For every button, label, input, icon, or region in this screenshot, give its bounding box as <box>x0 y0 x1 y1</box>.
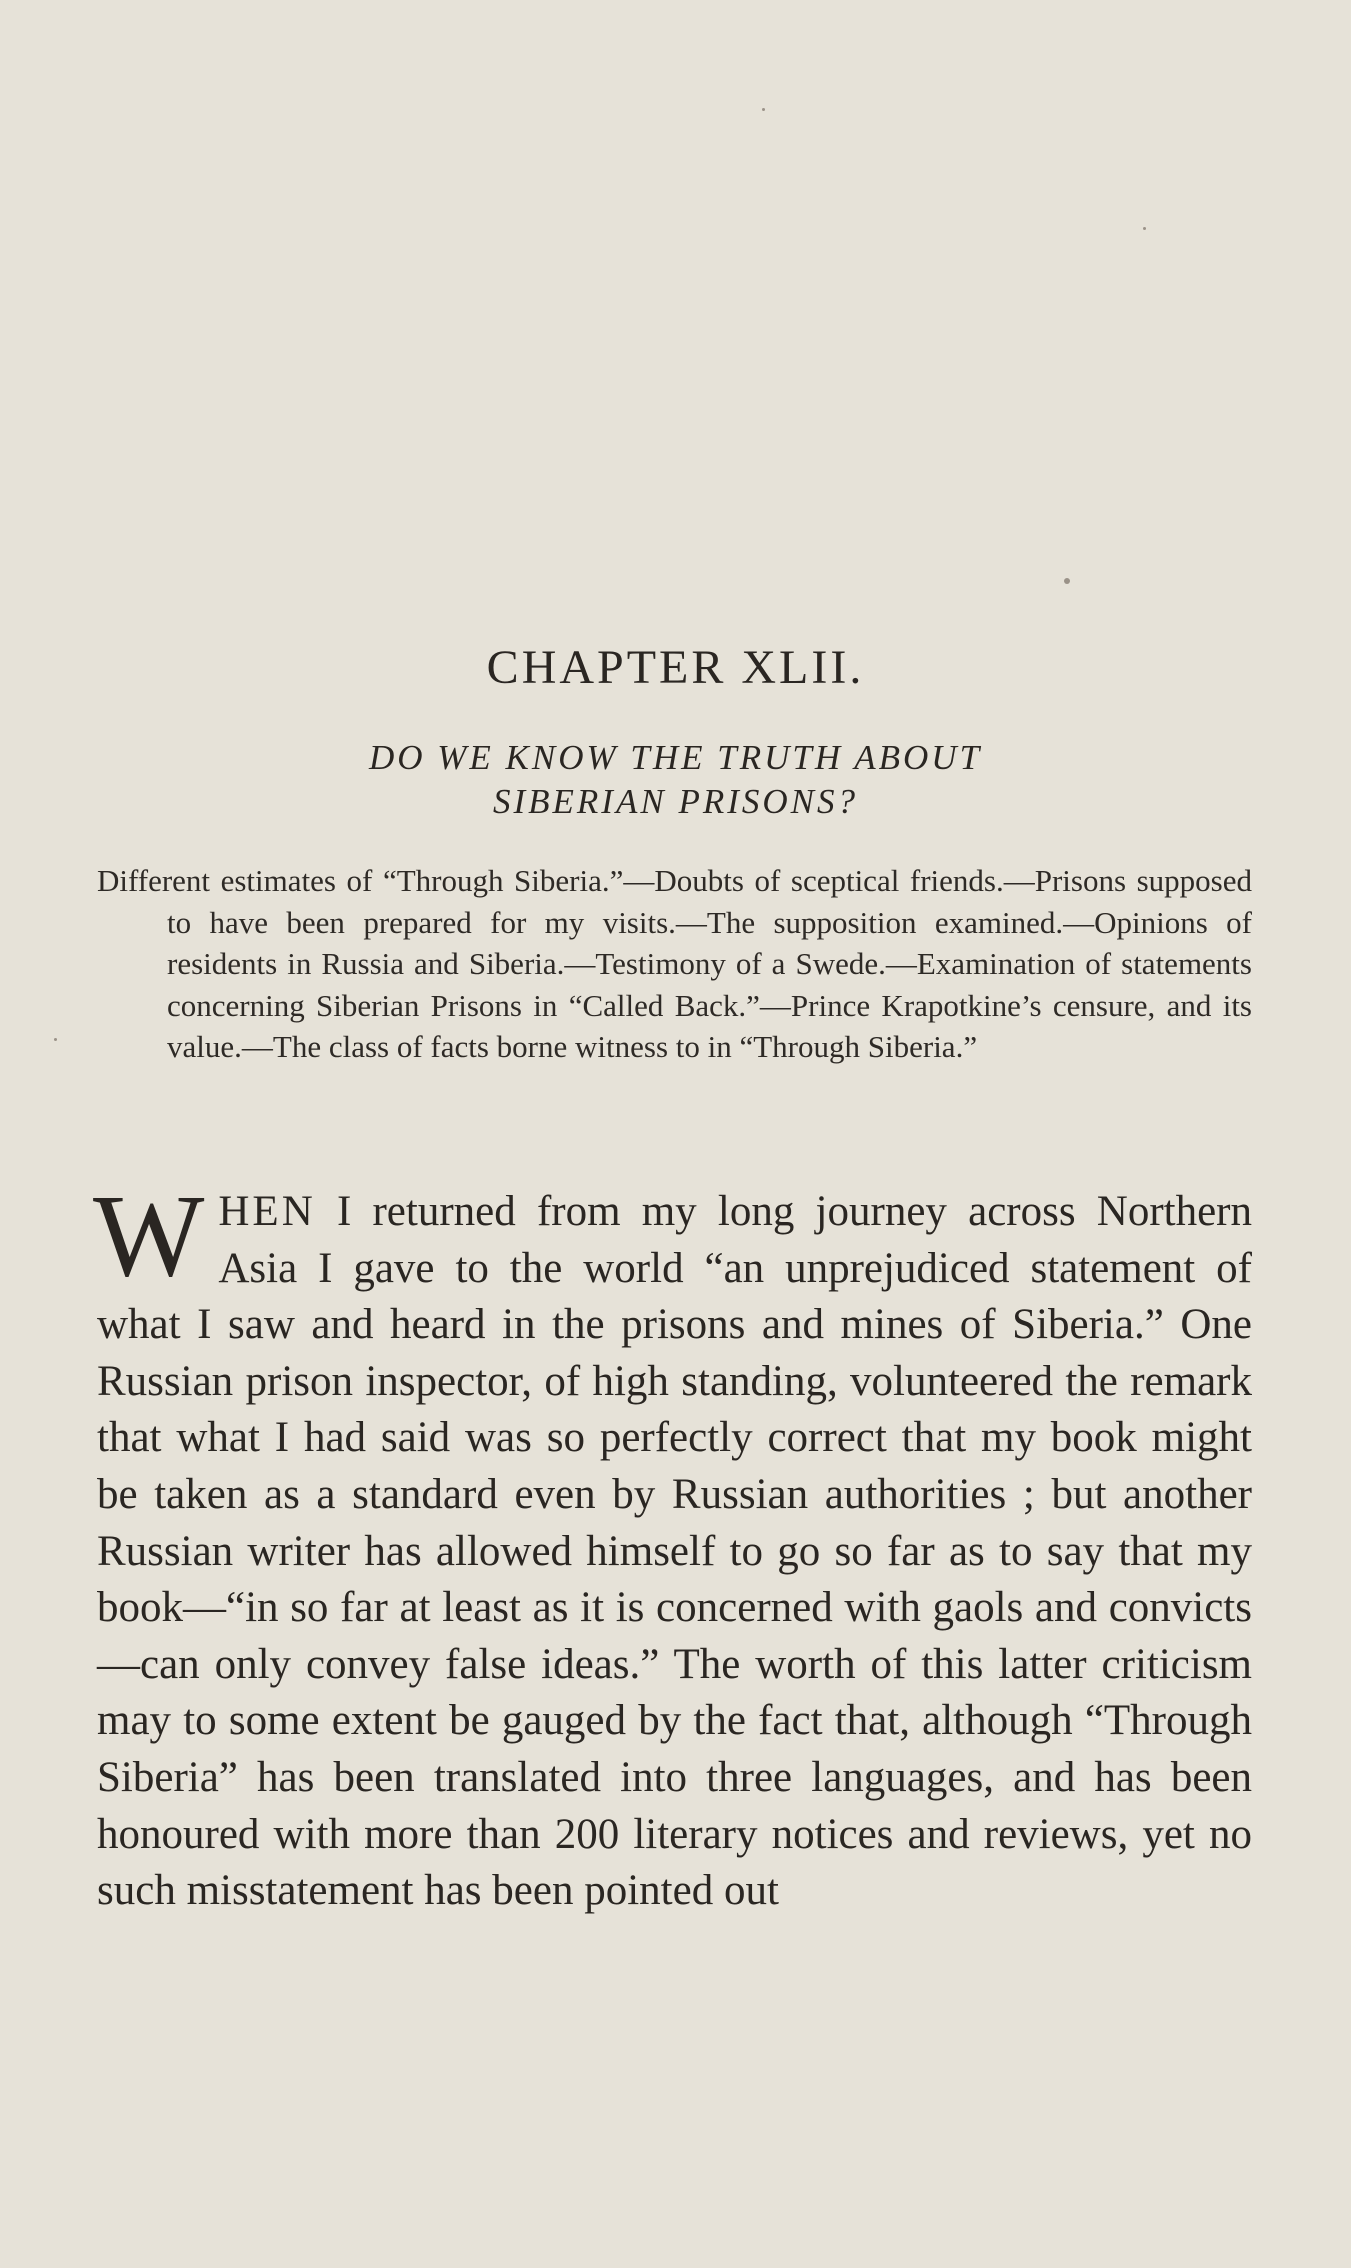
body-paragraph-text: I returned from my long journey across Northern Asia I gave to the world “an unprejudiced statement of what I saw and heard in the prisons and mines of Siberia.” One Russian prison inspector, of high standing, volunteered the remark that what I had said was so perfectly correct that my book might be taken as a standard even by Russian authorities ; but another Russian writer has allowed himself to go so far as to say that my book—“in so far at least as it is concerned with gaols and convicts—can only convey false ideas.” The worth of this latter criticism may to some extent be gauged by the fact that, although “Through Siberia” has been translated into three languages, and has been honoured with more than 200 literary notices and reviews, yet no such misstatement has been pointed out <box>97 1188 1252 1915</box>
paper-speck <box>1064 578 1070 584</box>
synopsis-text: Different estimates of “Through Siberia.”—Doubts of sceptical friends.—Prisons supposed to have been prepared for my visits.—The supposition examined.—Opinions of residents in Russia and Siberia.—Testimony of a Swede.—Examination of statements concerning Siberian Prisons in “Called Back.”—Prince Krapotkine’s censure, and its value.—The class of facts borne witness to in “Through Siberia.” <box>97 863 1252 1064</box>
chapter-synopsis <box>97 860 1252 1068</box>
body-paragraph <box>93 1170 1252 1920</box>
chapter-heading: CHAPTER XLII. <box>486 641 865 694</box>
chapter-title <box>0 736 1351 824</box>
paper-speck <box>762 108 765 111</box>
body-text <box>93 1170 1252 1920</box>
paper-speck <box>1143 227 1146 230</box>
drop-cap: W <box>93 1170 205 1301</box>
paper-speck <box>54 1038 57 1041</box>
chapter-title-line-1: DO WE KNOW THE TRUTH ABOUT <box>368 738 983 777</box>
chapter-title-line-2: SIBERIAN PRISONS? <box>493 782 858 821</box>
first-word: HEN <box>218 1188 316 1235</box>
